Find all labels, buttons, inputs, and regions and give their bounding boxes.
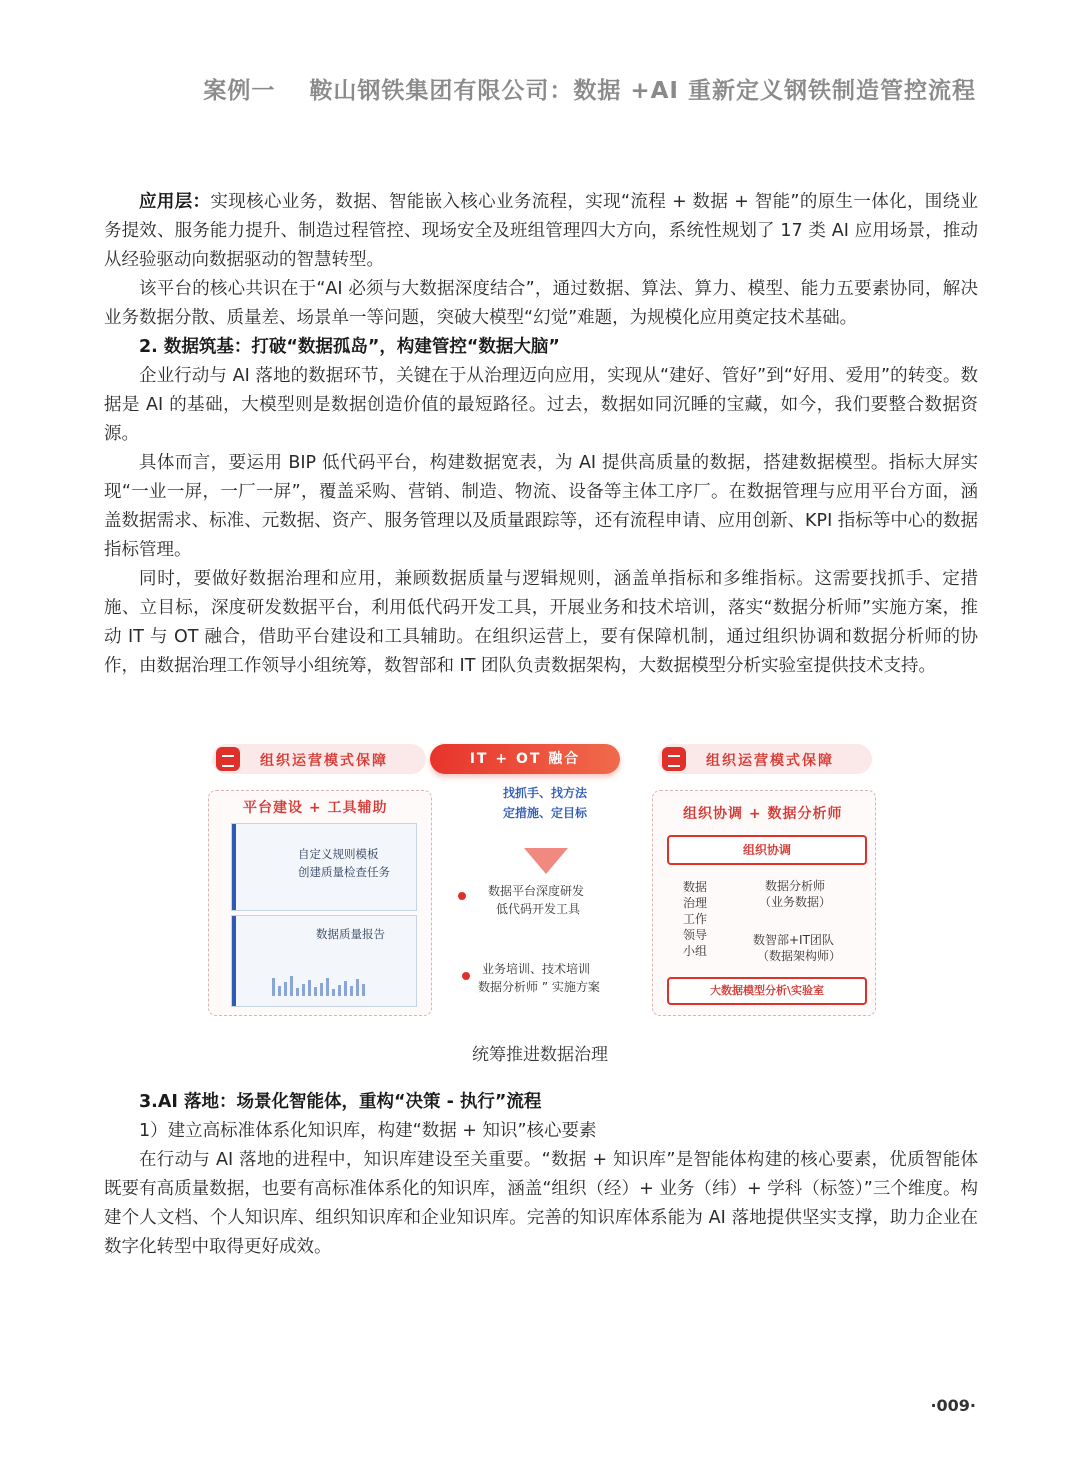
paragraph-application-layer: [104, 188, 978, 275]
analyst-sub-label: （业务数据）: [759, 895, 832, 909]
subheading-knowledge-base: 1）建立高标准体系化知识库，构建“数据 + 知识”核心要素: [139, 1121, 597, 1141]
shot2-title: 数据质量报告: [316, 927, 385, 941]
section-heading-2: 2. 数据筑基：打破“数据孤岛”，构建管控“数据大脑”: [139, 337, 560, 357]
bullet-dot: [458, 892, 466, 900]
left-panel: [208, 790, 432, 1016]
case-label: 案例一: [203, 78, 276, 104]
center-pill: IT + OT 融合: [430, 744, 620, 774]
vertical-label-0: 数据: [683, 880, 708, 894]
center-bot-line1: 业务培训、技术培训: [482, 962, 591, 976]
title-text: 鞍山钢铁集团有限公司：数据 +AI 重新定义钢铁制造管控流程: [309, 78, 976, 104]
section-3: [104, 1088, 978, 1262]
right-pill: [658, 744, 872, 774]
left-pill-label: 组织运营模式保障: [260, 753, 388, 769]
vertical-label-1: 治理: [683, 896, 708, 910]
it-team-sub-label: （数据架构师）: [757, 949, 842, 963]
governance-group-label: [683, 879, 707, 959]
page-title: [203, 72, 976, 105]
it-team-label: 数智部+IT团队: [753, 933, 834, 947]
center-mid-line2: 低代码开发工具: [496, 902, 581, 916]
right-panel-heading: 组织协调 + 数据分析师: [683, 806, 843, 822]
analyst-label: 数据分析师: [765, 879, 826, 893]
paragraph-consensus: 该平台的核心共识在于“AI 必须与大数据深度结合”，通过数据、算法、算力、模型、能力五要素协同，解决业务数据分散、质量差、场景单一等问题，突破大模型“幻觉”难题，为规模化应用奠定技术基础。: [104, 279, 978, 328]
governance-figure: [206, 736, 878, 1018]
right-pill-label: 组织运营模式保障: [706, 753, 834, 769]
report-bars: [272, 976, 392, 998]
big-data-lab-box: 大数据模型分析\实验室: [667, 977, 867, 1005]
shot1-line2: 创建质量检查任务: [298, 865, 390, 879]
paragraph-knowledge-base: 在行动与 AI 落地的进程中，知识库建设至关重要。“数据 + 知识库”是智能体构建的核心要素，优质智能体既要有高质量数据，也要有高标准体系化的知识库，涵盖“组织（经）+ 业务（纬）+ 学科（标签）”三个维度。构建个人文档、个人知识库、组织知识库和企业知识库。完善的知识库体系能为 AI 落地提供坚实支撑，助力企业在数字化转型中取得更好成效。: [104, 1150, 978, 1257]
center-top-line1: 找抓手、找方法: [502, 786, 587, 800]
rule-template-screenshot: [231, 823, 417, 911]
vertical-label-2: 工作: [683, 912, 708, 926]
center-bot-line2: 数据分析师 ” 实施方案: [478, 980, 600, 994]
application-layer-text: 实现核心业务，数据、智能嵌入核心业务流程，实现“流程 + 数据 + 智能”的原生一体化，围绕业务提效、服务能力提升、制造过程管控、现场安全及班组管理四大方向，系统性规划了 17 类 AI 应用场景，推动从经验驱动向数据驱动的智慧转型。: [104, 192, 978, 270]
body-text: [104, 188, 978, 681]
down-arrow-icon: [524, 848, 568, 874]
right-panel: [652, 790, 876, 1016]
document-icon: [662, 747, 686, 771]
shot1-line1: 自定义规则模板: [298, 847, 379, 861]
application-layer-label: 应用层：: [139, 192, 211, 212]
vertical-label-3: 领导: [683, 928, 708, 942]
section-heading-3: 3.AI 落地：场景化智能体，重构“决策 - 执行”流程: [139, 1092, 542, 1112]
vertical-label-4: 小组: [683, 944, 708, 958]
center-top-line2: 定措施、定目标: [502, 806, 587, 820]
left-pill: [212, 744, 426, 774]
center-mid-line1: 数据平台深度研发: [488, 884, 585, 898]
document-icon: [216, 747, 240, 771]
paragraph-bip-platform: 具体而言，要运用 BIP 低代码平台，构建数据宽表，为 AI 提供高质量的数据，搭建数据模型。指标大屏实现“一业一屏，一厂一屏”，覆盖采购、营销、制造、物流、设备等主体工序厂。在数据管理与应用平台方面，涵盖数据需求、标准、元数据、资产、服务管理以及质量跟踪等，还有流程申请、应用创新、KPI 指标等中心的数据指标管理。: [104, 453, 978, 560]
left-panel-heading: 平台建设 + 工具辅助: [243, 800, 388, 816]
bullet-dot: [462, 972, 470, 980]
quality-report-screenshot: [231, 915, 417, 1007]
figure-caption: 统筹推进数据治理: [472, 1045, 608, 1065]
page-number: ·009·: [930, 1396, 976, 1415]
paragraph-data-link: 企业行动与 AI 落地的数据环节，关键在于从治理迈向应用，实现从“建好、管好”到“好用、爱用”的转变。数据是 AI 的基础，大模型则是数据创造价值的最短路径。过去，数据如同沉睡的宝藏，如今，我们要整合数据资源。: [104, 366, 978, 444]
paragraph-governance: 同时，要做好数据治理和应用，兼顾数据质量与逻辑规则，涵盖单指标和多维指标。这需要找抓手、定措施、立目标，深度研发数据平台，利用低代码开发工具，开展业务和技术培训，落实“数据分析师”实施方案，推动 IT 与 OT 融合，借助平台建设和工具辅助。在组织运营上，要有保障机制，通过组织协调和数据分析师的协作，由数据治理工作领导小组统筹，数智部和 IT 团队负责数据架构，大数据模型分析实验室提供技术支持。: [104, 569, 978, 676]
org-coordination-box: 组织协调: [667, 835, 867, 865]
